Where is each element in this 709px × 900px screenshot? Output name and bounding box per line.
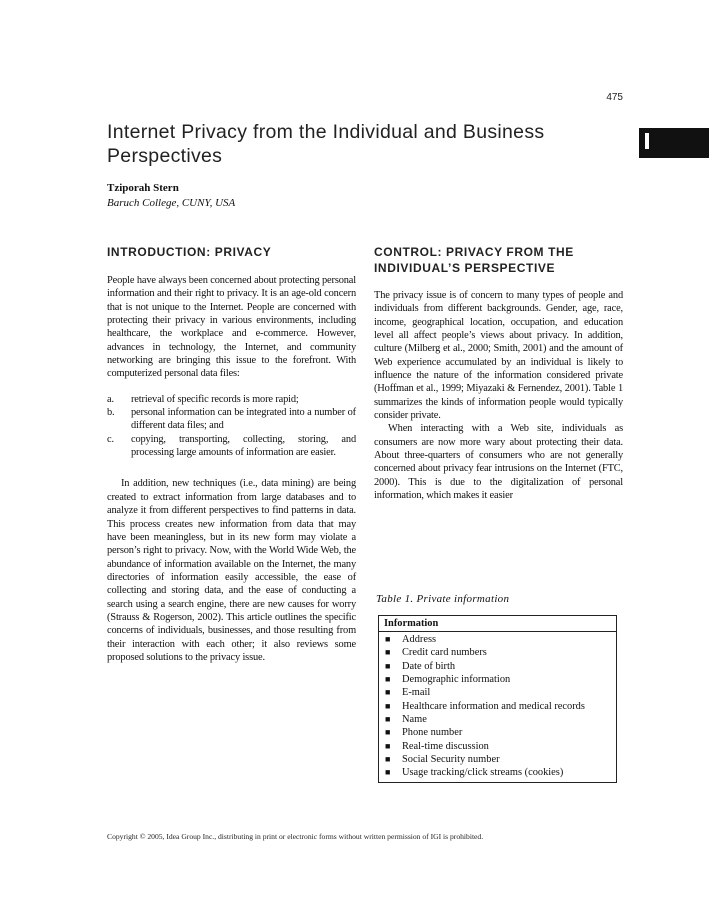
bullet-icon: ■ (385, 634, 391, 644)
table-row (379, 753, 616, 766)
page-number: 475 (606, 92, 623, 103)
table-row-text: E-mail (402, 687, 431, 699)
table-row (379, 713, 616, 726)
table-row (379, 700, 616, 713)
bullet-icon: ■ (385, 767, 391, 778)
bullet-icon: ■ (385, 660, 391, 671)
table-row (379, 766, 616, 779)
bullet-icon: ■ (385, 647, 391, 658)
table-row-text: Credit card numbers (402, 647, 487, 659)
list-item-marker: b. (107, 407, 115, 419)
table-caption: Table 1. Private information (376, 593, 510, 605)
table-row-text: Social Security number (402, 754, 500, 766)
right-column (374, 244, 623, 503)
table-row-text: Address (402, 634, 437, 645)
list-item (107, 393, 356, 406)
list-item-text: copying, transporting, collecting, storing, and processing large amounts of information are easier. (131, 433, 356, 459)
author-affiliation: Baruch College, CUNY, USA (107, 197, 236, 209)
table-row-text: Real-time discussion (402, 740, 489, 752)
private-information-table (378, 615, 617, 783)
bullet-icon: ■ (385, 674, 391, 685)
table-row-text: Date of birth (402, 660, 456, 672)
control-heading: CONTROL: PRIVACY FROM THE INDIVIDUAL’S PERSPECTIVE (374, 245, 574, 275)
list-item (107, 406, 356, 433)
intro-paragraph-1: People have always been concerned about protecting personal information and their right to privacy. It is an age-old concern that is not unique to the Internet. People are concerned with protecting their privacy in various environments, including healthcare, the workplace and e-commerce. However, advances in technology, the Internet, and community networking are bringing this issue to the forefront. With computerized personal data files: (107, 275, 356, 380)
table-row-text: Demographic information (402, 674, 511, 686)
table-row-text: Healthcare information and medical records (402, 700, 585, 712)
list-item-marker: c. (107, 433, 114, 445)
intro-heading: INTRODUCTION: PRIVACY (107, 245, 272, 259)
article-title: Internet Privacy from the Individual and Business Perspectives (107, 121, 545, 167)
bullet-icon: ■ (385, 754, 391, 765)
bullet-icon: ■ (385, 687, 391, 698)
bullet-icon: ■ (385, 727, 391, 738)
left-column (107, 244, 356, 664)
table-row (379, 633, 616, 646)
table-row (379, 660, 616, 673)
table-row (379, 646, 616, 659)
table-item-list (379, 632, 616, 782)
author-name: Tziporah Stern (107, 182, 179, 194)
chapter-tab-marker (639, 128, 709, 158)
table-row-text: Phone number (402, 727, 463, 739)
chapter-tab-notch (645, 133, 649, 149)
list-item (107, 433, 356, 460)
list-item-text: retrieval of specific records is more rapid; (131, 393, 299, 405)
copyright-notice: Copyright © 2005, Idea Group Inc., distributing in print or electronic forms without written permission of IGI is prohibited. (107, 832, 484, 841)
bullet-icon: ■ (385, 740, 391, 751)
list-item-text: personal information can be integrated into a number of different data files; and (131, 407, 356, 432)
table-row (379, 740, 616, 753)
bullet-icon: ■ (385, 700, 391, 711)
table-row-text: Usage tracking/click streams (cookies) (402, 767, 564, 779)
bullet-icon: ■ (385, 714, 391, 725)
list-item-marker: a. (107, 393, 114, 405)
table-header: Information (379, 616, 616, 632)
table-row (379, 673, 616, 686)
table-row (379, 726, 616, 739)
control-paragraph-1: The privacy issue is of concern to many types of people and individuals from different backgrounds. Gender, age, race, income, geographical location, occupation, and education level all affect people’s views about privacy. In addition, culture (Milberg et al., 2000; Smith, 2001) and the amount of Web experience accumulated by an individual is likely to influence the nature of the information considered private (Hoffman et al., 1999; Miyazaki & Fernendez, 2001). Table 1 summarizes the kinds of information people would typically consider private. (374, 290, 623, 422)
table-row-text: Name (402, 714, 427, 726)
control-paragraph-2: When interacting with a Web site, individuals as consumers are now more wary about protecting their data. About three-quarters of consumers who are not generally concerned about privacy fear intrusions on the Internet (FTC, 2000). This is due to the digitalization of personal information, which makes it easier (374, 423, 623, 502)
intro-paragraph-2: In addition, new techniques (i.e., data mining) are being created to extract information from large databases and to analyze it from different perspectives to find patterns in data. This process creates new information from data that may have been meaningless, but in its new form may violate a person’s right to privacy. Now, with the World Wide Web, the abundance of information available on the Internet, the many directories of information easily accessible, the ease of collecting and storing data, and the ease of conducting a search using a search engine, there are new causes for worry (Strauss & Rogerson, 2002). This article outlines the specific concerns of individuals, businesses, and those resulting from their interaction with each other; it also reviews some proposed solutions to the privacy issue. (107, 478, 356, 663)
intro-list (107, 393, 356, 460)
table-row (379, 686, 616, 699)
